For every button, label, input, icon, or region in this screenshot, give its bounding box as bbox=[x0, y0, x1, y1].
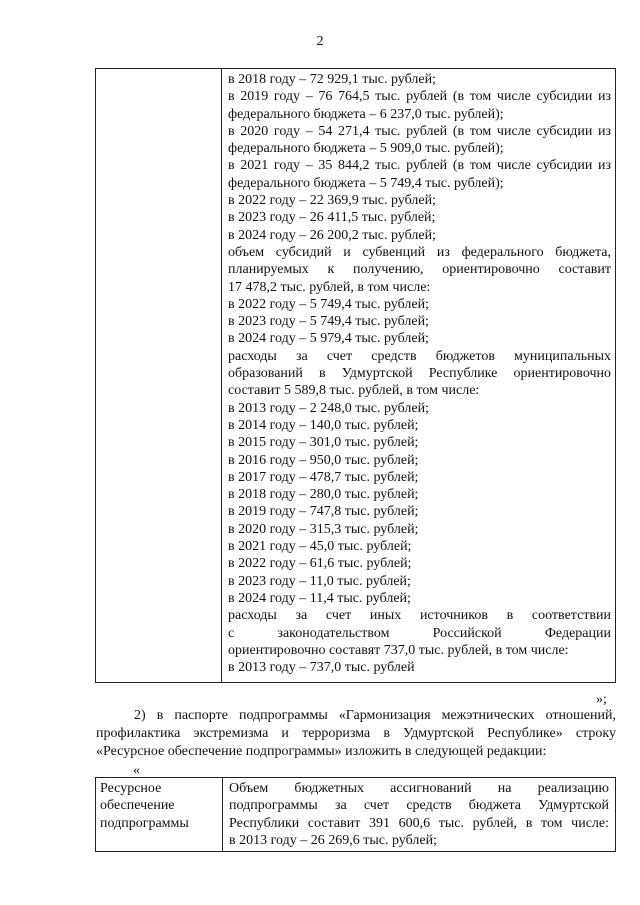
table-text-line: в 2024 году – 11,4 тыс. рублей; bbox=[228, 590, 411, 606]
resource-table-new bbox=[95, 777, 616, 852]
table-text-line: в 2018 году – 72 929,1 тыс. рублей; bbox=[228, 72, 436, 87]
table-text-line: в 2021 году – 35 844,2 тыс. рублей (в том числе субсидии из bbox=[228, 158, 611, 174]
table-text-line: в 2017 году – 478,7 тыс. рублей; bbox=[228, 469, 419, 485]
table-text-line: в 2022 году – 61,6 тыс. рублей; bbox=[228, 556, 412, 572]
resource-value-line: в 2013 году – 26 269,6 тыс. рублей; bbox=[229, 832, 437, 848]
table-text-line: в 2013 году – 2 248,0 тыс. рублей; bbox=[228, 400, 429, 416]
table-text-line: федерального бюджета – 5 749,4 тыс. рублей); bbox=[228, 175, 504, 191]
table-text-line: в 2016 году – 950,0 тыс. рублей; bbox=[228, 452, 419, 468]
table-text-line: в 2014 году – 140,0 тыс. рублей; bbox=[228, 417, 419, 433]
table-text-line: в 2024 году – 26 200,2 тыс. рублей; bbox=[228, 227, 436, 243]
table-text-line: в 2022 году – 22 369,9 тыс. рублей; bbox=[228, 193, 436, 209]
resource-label-line: Ресурсное bbox=[100, 781, 162, 796]
table-text-line: в 2023 году – 11,0 тыс. рублей; bbox=[228, 573, 411, 589]
resource-table-continued bbox=[95, 68, 616, 683]
table-text-line: в 2020 году – 315,3 тыс. рублей; bbox=[228, 521, 419, 537]
table-text-line: в 2022 году – 5 749,4 тыс. рублей; bbox=[228, 296, 429, 312]
table-text-line: в 2019 году – 747,8 тыс. рублей; bbox=[228, 504, 419, 520]
resource-value-line: подпрограммы за счет средств бюджета Удмуртской bbox=[229, 798, 609, 814]
opening-quote: « bbox=[133, 763, 140, 778]
table-text-line: в 2023 году – 26 411,5 тыс. рублей; bbox=[228, 210, 436, 226]
resource-value-line: Республики составит 391 600,6 тыс. рублей, в том числе: bbox=[229, 815, 609, 831]
paragraph-line-2: профилактика экстремизма и терроризма в Удмуртской Республике» строку bbox=[96, 726, 616, 741]
resource-label-line: обеспечение bbox=[100, 798, 175, 814]
closing-quote: »; bbox=[596, 692, 607, 707]
table-text-line: объем субсидий и субвенций из федерального бюджета, bbox=[228, 244, 611, 260]
resource-value-line: Объем бюджетных ассигнований на реализацию bbox=[229, 781, 609, 796]
table-text-line: в 2021 году – 45,0 тыс. рублей; bbox=[228, 539, 412, 555]
resource-value-cell bbox=[223, 778, 616, 852]
table-text-line: планируемых к получению, ориентировочно составит bbox=[228, 262, 611, 278]
table-text-line: в 2018 году – 280,0 тыс. рублей; bbox=[228, 487, 419, 503]
page-number: 2 bbox=[316, 34, 324, 49]
table-text-line: в 2020 году – 54 271,4 тыс. рублей (в том числе субсидии из bbox=[228, 123, 611, 139]
table-text-line: с законодательством Российской Федерации bbox=[228, 625, 611, 641]
table-text-line: составит 5 589,8 тыс. рублей, в том числе: bbox=[228, 383, 480, 399]
amendment-paragraph bbox=[96, 707, 616, 761]
table-text-line: ориентировочно составят 737,0 тыс. рублей, в том числе: bbox=[228, 642, 569, 658]
resource-label-line: подпрограммы bbox=[100, 815, 189, 831]
table-text-line: в 2015 году – 301,0 тыс. рублей; bbox=[228, 435, 419, 451]
table-left-cell-empty bbox=[96, 69, 222, 683]
table-text-line: расходы за счет средств бюджетов муниципальных bbox=[228, 348, 611, 364]
paragraph-line-1: 2) в паспорте подпрограммы «Гармонизация межэтнических отношений, bbox=[134, 708, 616, 723]
table-text-line: в 2019 году – 76 764,5 тыс. рублей (в том числе субсидии из bbox=[228, 89, 611, 105]
table-text-line: федерального бюджета – 6 237,0 тыс. рублей); bbox=[228, 106, 504, 122]
table-text-line: в 2023 году – 5 749,4 тыс. рублей; bbox=[228, 314, 429, 330]
paragraph-line-3: «Ресурсное обеспечение подпрограммы» изложить в следующей редакции: bbox=[96, 744, 547, 759]
table-right-cell bbox=[222, 69, 616, 683]
table-text-line: 17 478,2 тыс. рублей, в том числе: bbox=[228, 279, 431, 295]
table-text-line: расходы за счет иных источников в соответствии bbox=[228, 608, 611, 624]
resource-label-cell bbox=[96, 778, 223, 852]
table-text-line: в 2013 году – 737,0 тыс. рублей bbox=[228, 660, 415, 676]
table-text-line: федерального бюджета – 5 909,0 тыс. рублей); bbox=[228, 141, 504, 157]
table-text-line: в 2024 году – 5 979,4 тыс. рублей; bbox=[228, 331, 429, 347]
table-text-line: образований в Удмуртской Республике ориентировочно bbox=[228, 366, 611, 382]
